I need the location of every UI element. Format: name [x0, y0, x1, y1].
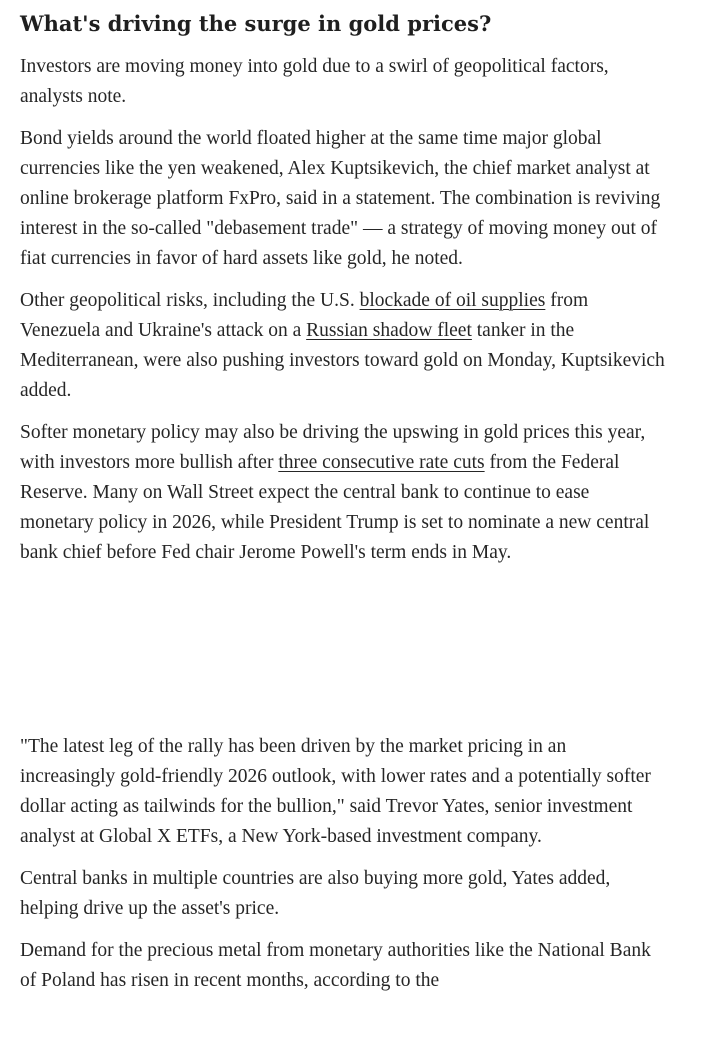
- link-three-consecutive-rate-cuts[interactable]: three consecutive rate cuts: [278, 452, 485, 473]
- ad-placeholder: [20, 580, 665, 732]
- paragraph-central-banks: Central banks in multiple countries are also buying more gold, Yates added, helping drive up the asset's price.: [20, 868, 611, 919]
- article-body: [20, 8, 665, 1008]
- paragraph-demand: Demand for the precious metal from monetary authorities like the National Bank of Poland has risen in recent months, according to the: [20, 940, 651, 991]
- paragraph-text: from the Federal Reserve. Many on Wall Street expect the central bank to continue to ease monetary policy in 2026, while President Trump is set to nominate a new central bank chief before Fed chair Jerome Powell's term ends in May.: [20, 452, 650, 563]
- link-russian-shadow-fleet[interactable]: Russian shadow fleet: [306, 320, 472, 341]
- paragraph-bond-yields: Bond yields around the world floated higher at the same time major global currencies like the yen weakened, Alex Kuptsikevich, the chief market analyst at online brokerage platform FxPro, said in a statement. The combination is reviving interest in the so-called "debasement trade" — a strategy of moving money out of fiat currencies in favor of hard assets like gold, he noted.: [20, 128, 661, 269]
- paragraph-text: Softer monetary policy may also be driving the upswing in gold prices this year, with investors more bullish after: [20, 422, 646, 473]
- paragraph-text: from Venezuela and Ukraine's attack on a: [20, 290, 589, 341]
- paragraph-investors: Investors are moving money into gold due to a swirl of geopolitical factors, analysts note.: [20, 56, 609, 107]
- paragraph-monetary-policy: [20, 418, 665, 568]
- section-heading: What's driving the surge in gold prices?: [20, 11, 492, 36]
- paragraph-text: tanker in the Mediterranean, were also pushing investors toward gold on Monday, Kuptsikevich added.: [20, 320, 665, 401]
- paragraph-text: Other geopolitical risks, including the U.S.: [20, 290, 360, 311]
- link-blockade-of-oil-supplies[interactable]: blockade of oil supplies: [359, 290, 546, 311]
- paragraph-yates-quote: "The latest leg of the rally has been driven by the market pricing in an increasingly gold-friendly 2026 outlook, with lower rates and a potentially softer dollar acting as tailwinds for the bullion," said Trevor Yates, senior investment analyst at Global X ETFs, a New York-based investment company.: [20, 736, 651, 847]
- paragraph-geopolitical-risks: [20, 286, 665, 406]
